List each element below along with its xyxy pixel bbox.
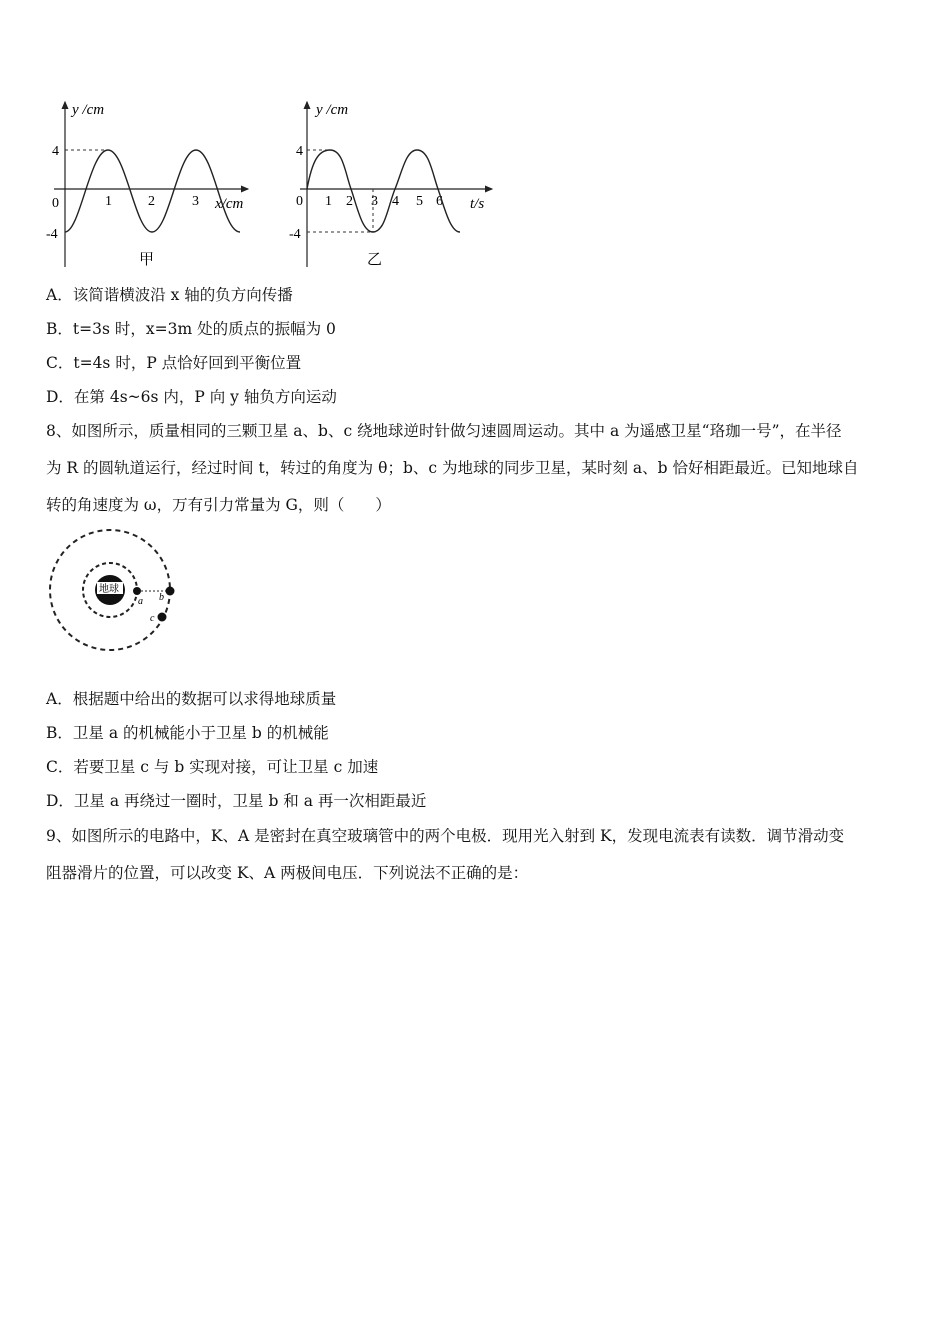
label-c: c: [150, 613, 155, 624]
graph-yi-y-label: y /cm: [316, 102, 349, 118]
graph-jia-wave: [65, 150, 240, 232]
graph-yi-y-top: 4: [296, 144, 303, 159]
label-a: a: [138, 596, 143, 607]
graph-yi-tick-3: 3: [371, 194, 378, 209]
graph-yi-x-label: t/s: [470, 196, 485, 212]
satellite-b: [166, 587, 175, 596]
graph-yi-caption: 乙: [367, 252, 383, 268]
graph-yi-origin: 0: [296, 194, 303, 209]
graph-jia-y-top: 4: [52, 144, 59, 159]
q8-option-b: B．卫星 a 的机械能小于卫星 b 的机械能: [46, 724, 329, 742]
graph-jia-tick-1: 1: [105, 194, 112, 209]
graph-yi-tick-1: 1: [325, 194, 332, 209]
q8-option-c: C．若要卫星 c 与 b 实现对接，可让卫星 c 加速: [46, 758, 379, 776]
label-b: b: [159, 592, 164, 603]
q9-stem-line-2: 阻器滑片的位置，可以改变 K、A 两极间电压．下列说法不正确的是：: [46, 864, 529, 882]
graph-jia-origin: 0: [52, 196, 59, 211]
earth-label: 地球: [99, 584, 119, 595]
graph-jia-tick-2: 2: [148, 194, 155, 209]
q9-stem-line-1: 9、如图所示的电路中，K、A 是密封在真空玻璃管中的两个电极．现用光入射到 K，发现电流表有读数．调节滑动变: [46, 827, 845, 845]
satellite-a: [133, 587, 141, 595]
q7-option-a: A．该简谐横波沿 x 轴的负方向传播: [46, 286, 293, 304]
satellite-c: [158, 613, 167, 622]
q8-stem-line-3: 转的角速度为 ω，万有引力常量为 G，则（ ）: [46, 496, 391, 514]
q7-option-b: B．t=3s 时，x=3m 处的质点的振幅为 0: [46, 320, 336, 338]
graph-yi-tick-5: 5: [416, 194, 423, 209]
graph-yi-wave: [307, 150, 460, 232]
q7-option-d: D．在第 4s~6s 内，P 向 y 轴负方向运动: [46, 388, 337, 406]
graph-yi-tick-4: 4: [392, 194, 399, 209]
wave-graphs: [40, 92, 510, 272]
q8-option-a: A．根据题中给出的数据可以求得地球质量: [46, 690, 337, 708]
q8-option-d: D．卫星 a 再绕过一圈时，卫星 b 和 a 再一次相距最近: [46, 792, 427, 810]
graph-jia-caption: 甲: [139, 252, 155, 268]
q7-option-c: C．t=4s 时，P 点恰好回到平衡位置: [46, 354, 302, 372]
graph-jia-x-label: x/cm: [215, 196, 244, 212]
graph-yi-tick-2: 2: [346, 194, 353, 209]
graph-jia: [46, 102, 248, 268]
graph-yi: [289, 102, 492, 268]
graph-jia-y-label: y /cm: [72, 102, 105, 118]
orbit-figure: [44, 524, 184, 660]
q8-stem-line-1: 8、如图所示，质量相同的三颗卫星 a、b、c 绕地球逆时针做匀速圆周运动。其中 a 为遥感卫星“珞珈一号”，在半径: [46, 422, 842, 440]
q8-stem-line-2: 为 R 的圆轨道运行，经过时间 t，转过的角度为 θ；b、c 为地球的同步卫星，某时刻 a、b 恰好相距最近。已知地球自: [46, 459, 859, 477]
graph-yi-y-bottom: -4: [289, 227, 301, 242]
graph-jia-y-bottom: -4: [46, 227, 58, 242]
graph-jia-tick-3: 3: [192, 194, 199, 209]
graph-yi-tick-6: 6: [436, 194, 443, 209]
